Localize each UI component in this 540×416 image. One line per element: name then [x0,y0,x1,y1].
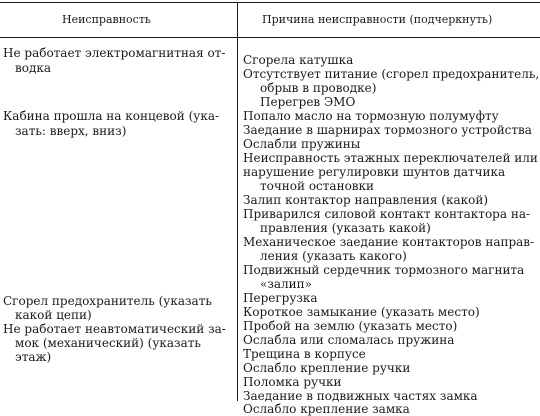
column-divider [237,2,238,401]
header-fault: Неисправность [62,13,151,26]
cause-line: Ослабло крепление ручки [243,361,411,375]
cause-line: Перегрев ЭМО [260,95,356,109]
cause-line: Сгорела катушка [243,53,354,67]
cause-line: «залип» [260,277,313,291]
cause-line: Неисправность этажных переключателей или [243,151,538,165]
cause-line: Ослабли пружины [243,137,361,151]
fault-line: Сгорел предохранитель (указать [3,294,212,308]
fault-line: Не работает неавтоматический за- [3,322,226,336]
cause-line: Перегрузка [243,291,318,305]
cause-line: Ослабла или сломалась пружина [243,333,455,347]
cause-line: Ослабло крепление замка [243,402,410,416]
cause-line: Заедание в шарнирах тормозного устройства [243,123,532,137]
fault-line: Кабина прошла на концевой (ука- [3,109,220,123]
cause-line: Попало масло на тормозную полумуфту [243,109,499,123]
cause-line: Залип контактор направления (какой) [243,193,489,207]
cause-line: правления (указать какой) [260,221,431,235]
fault-line: мок (механический) (указать [15,336,201,350]
fault-line: зать: вверх, вниз) [15,124,127,138]
cause-line: обрыв в проводке) [260,81,377,95]
header-cause: Причина неисправности (подчеркнуть) [262,13,493,26]
cause-line: Короткое замыкание (указать место) [243,305,480,319]
cause-line: Приварился силовой контакт контактора на- [243,207,531,221]
fault-line: этаж) [15,350,52,364]
fault-line: какой цепи) [15,308,92,322]
cause-line: Подвижный сердечник тормозного магнита [243,263,525,277]
table-top-rule [0,2,540,3]
cause-line: нарушение регулировки шунтов датчика [243,165,506,179]
cause-line: Поломка ручки [243,375,342,389]
cause-line: Заедание в подвижных частях замка [243,389,478,403]
cause-line: Отсутствует питание (сгорел предохранитель, [243,67,540,81]
cause-line: ления (указать какого) [260,249,407,263]
cause-line: Пробой на землю (указать место) [243,319,458,333]
cause-line: Трещина в корпусе [243,347,366,361]
fault-line: водка [15,61,52,75]
header-bottom-rule [0,37,540,38]
fault-line: Не работает электромагнитная от- [3,46,226,60]
cause-line: точной остановки [260,179,375,193]
cause-line: Механическое заедание контакторов направ- [243,235,535,249]
